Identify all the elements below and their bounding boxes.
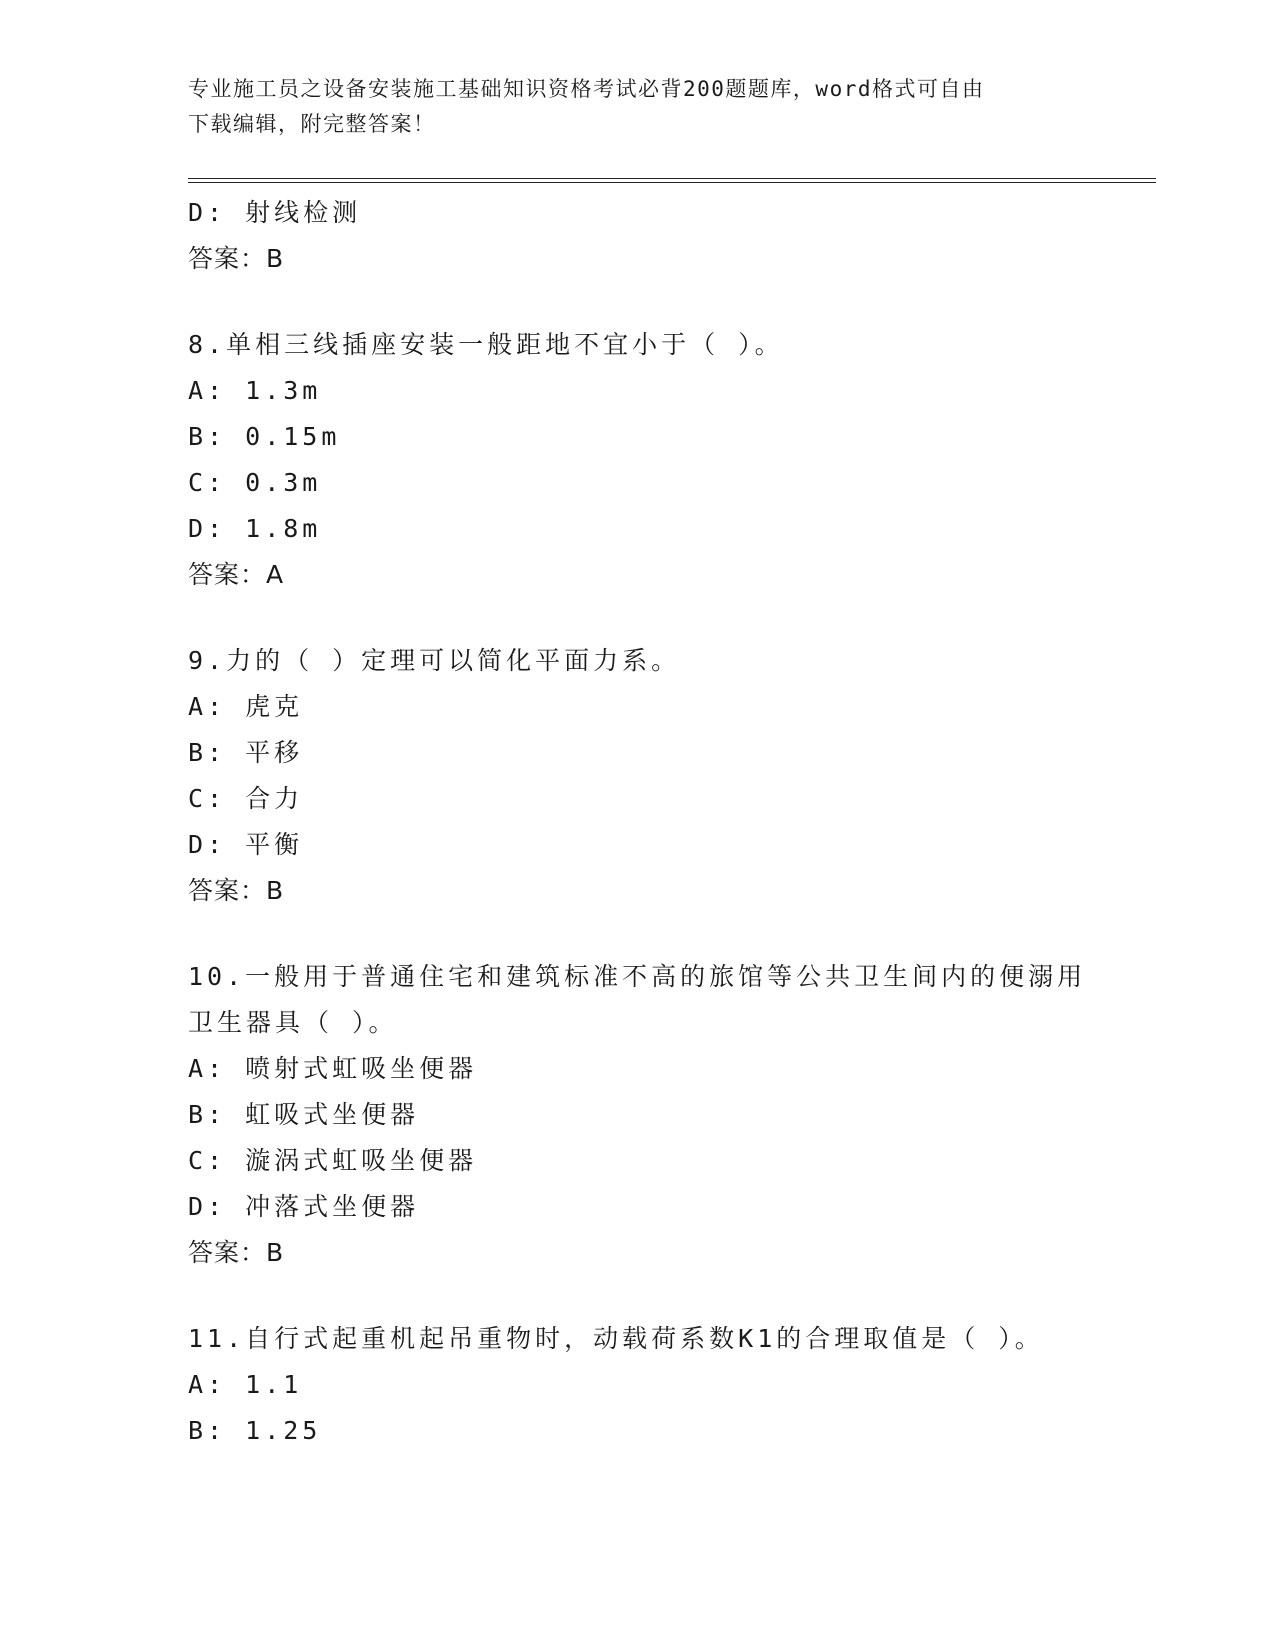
option-c: C: 合力 — [188, 784, 304, 813]
answer-line: 答案：B — [188, 876, 285, 905]
question-stem: 9.力的（ ）定理可以简化平面力系。 — [188, 646, 681, 675]
header-divider — [188, 178, 1156, 183]
question-stem: 8.单相三线插座安装一般距地不宜小于（ ）。 — [188, 330, 784, 359]
option-b: B: 平移 — [188, 738, 304, 767]
question-8 — [188, 322, 1148, 598]
question-stem: 11.自行式起重机起吊重物时，动载荷系数K1的合理取值是（ ）。 — [188, 1324, 1044, 1353]
document-header — [188, 72, 1068, 142]
question-11 — [188, 1316, 1148, 1454]
header-line-1: 专业施工员之设备安装施工基础知识资格考试必背200题题库，word格式可自由 — [188, 77, 985, 101]
option-b: B: 0.15m — [188, 422, 341, 451]
option-d: D: 射线检测 — [188, 198, 362, 227]
option-c: C: 0.3m — [188, 468, 322, 497]
option-a: A: 1.3m — [188, 376, 322, 405]
answer-line: 答案：B — [188, 244, 285, 273]
document-body — [188, 190, 1148, 1454]
option-a: A: 喷射式虹吸坐便器 — [188, 1054, 478, 1083]
question-9 — [188, 638, 1148, 914]
answer-line: 答案：A — [188, 560, 285, 589]
option-d: D: 1.8m — [188, 514, 322, 543]
option-d: D: 平衡 — [188, 830, 304, 859]
option-b: B: 1.25 — [188, 1416, 322, 1445]
answer-line: 答案：B — [188, 1238, 285, 1267]
option-d: D: 冲落式坐便器 — [188, 1192, 420, 1221]
question-stem-line-1: 10.一般用于普通住宅和建筑标准不高的旅馆等公共卫生间内的便溺用 — [188, 962, 1087, 991]
option-a: A: 虎克 — [188, 692, 304, 721]
question-stem-line-2: 卫生器具（ ）。 — [188, 1008, 398, 1037]
header-line-2: 下载编辑，附完整答案！ — [188, 112, 436, 136]
question-10 — [188, 954, 1148, 1276]
option-b: B: 虹吸式坐便器 — [188, 1100, 420, 1129]
option-a: A: 1.1 — [188, 1370, 303, 1399]
option-c: C: 漩涡式虹吸坐便器 — [188, 1146, 478, 1175]
